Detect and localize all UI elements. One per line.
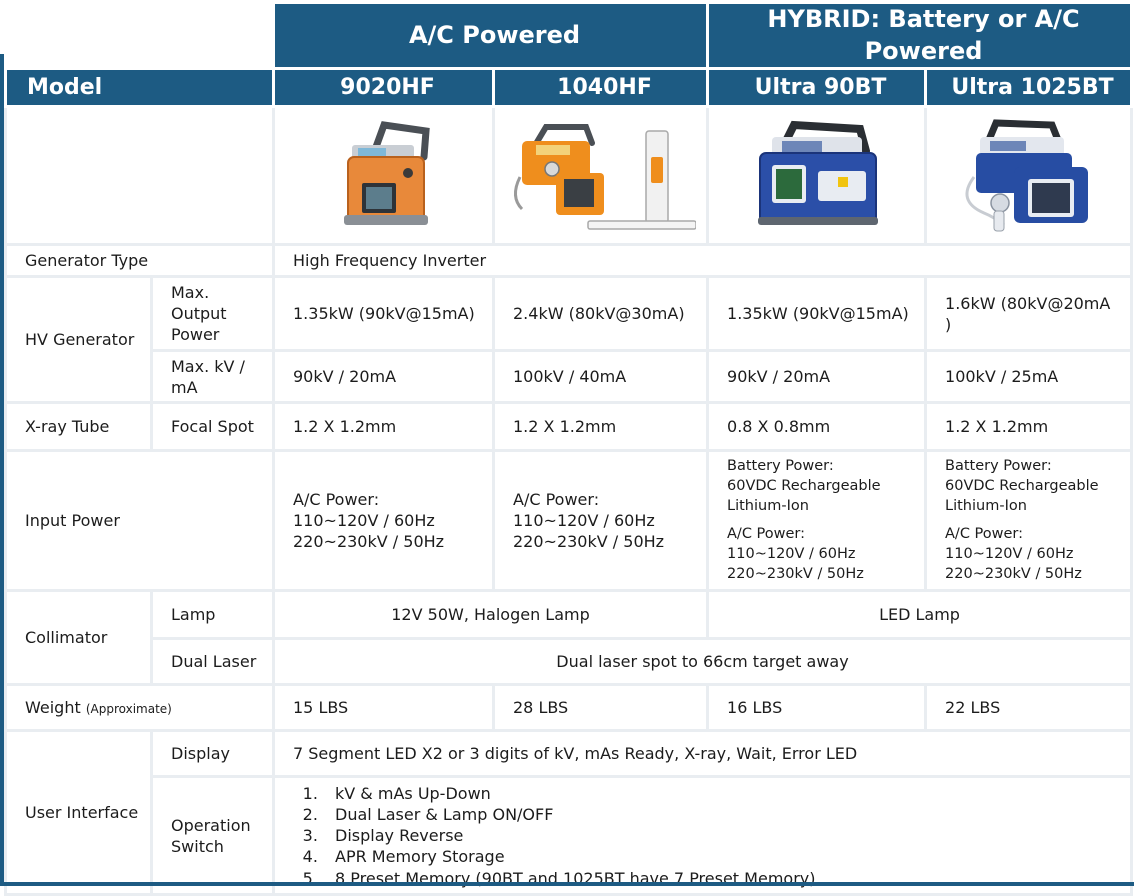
ac-power-title: A/C Power: [513,490,600,510]
ac-power-line-2: 220~230kV / 50Hz [513,532,665,552]
ac-power-line-1: 110~120V / 60Hz [513,511,655,531]
model-ultra-1025bt: Ultra 1025BT [926,69,1132,107]
group-hybrid-powered: HYBRID: Battery or A/C Powered [708,4,1132,69]
row-collimator-lamp [6,591,1132,639]
group-ac-powered: A/C Powered [274,4,708,69]
ac-power-line-2: 220~230kV / 50Hz [727,565,864,582]
product-images-row [6,107,1132,245]
lamp-hybrid-value: LED Lamp [708,591,1132,639]
blue-xray-unit-icon [742,117,892,235]
weight-ultra-90bt: 16 LBS [708,685,926,731]
ac-power-line-1: 110~120V / 60Hz [727,546,856,563]
lamp-label: Lamp [152,591,274,639]
battery-power-line-1: 60VDC Rechargeable [727,477,881,494]
operation-item: 2. Dual Laser & Lamp ON/OFF [323,804,1120,825]
row-max-kv-ma [6,351,1132,403]
image-ultra-1025bt [926,107,1132,245]
max-output-1040hf: 2.4kW (80kV@30mA) [494,277,708,351]
spec-table [4,4,1133,896]
row-dual-laser [6,639,1132,685]
orange-xray-unit-with-stand-icon [506,117,696,235]
display-label: Display [152,731,274,777]
user-interface-label: User Interface [6,731,152,895]
xray-tube-label: X-ray Tube [6,403,152,451]
row-operation-switch [6,777,1132,895]
hv-generator-label: HV Generator [6,277,152,403]
operation-item: 4. APR Memory Storage [323,846,1120,867]
row-weight [6,685,1132,731]
image-1040hf [494,107,708,245]
focal-1040hf: 1.2 X 1.2mm [494,403,708,451]
model-1040hf: 1040HF [494,69,708,107]
max-output-ultra-1025bt: 1.6kW (80kV@20mA ) [926,277,1132,351]
row-max-output-power [6,277,1132,351]
weight-label: Weight [25,698,81,718]
max-kv-ultra-90bt: 90kV / 20mA [708,351,926,403]
battery-power-block [945,457,1120,516]
operation-switch-list [293,783,1120,889]
input-power-1040hf [494,451,708,591]
generator-type-value: High Frequency Inverter [274,245,1132,277]
weight-approximate-note: (Approximate) [85,702,172,717]
battery-power-line-1: 60VDC Rechargeable [945,477,1099,494]
ac-power-line-2: 220~230kV / 50Hz [293,532,445,552]
group-header-row [6,4,1132,69]
operation-switch-list-cell [274,777,1132,895]
input-power-label: Input Power [6,451,274,591]
battery-power-block [727,457,914,516]
max-output-ultra-90bt: 1.35kW (90kV@15mA) [708,277,926,351]
generator-type-label: Generator Type [6,245,274,277]
focal-9020hf: 1.2 X 1.2mm [274,403,494,451]
focal-spot-label: Focal Spot [152,403,274,451]
battery-power-title: Battery Power: [945,458,1052,475]
ac-power-title: A/C Power: [293,490,380,510]
operation-item: 3. Display Reverse [323,825,1120,846]
weight-ultra-1025bt: 22 LBS [926,685,1132,731]
battery-power-line-2: Lithium-Ion [945,497,1027,514]
weight-label-cell [6,685,274,731]
battery-power-title: Battery Power: [727,458,834,475]
image-ultra-90bt [708,107,926,245]
lamp-ac-value: 12V 50W, Halogen Lamp [274,591,708,639]
model-header-row [6,69,1132,107]
max-kv-9020hf: 90kV / 20mA [274,351,494,403]
input-power-9020hf [274,451,494,591]
model-9020hf: 9020HF [274,69,494,107]
ac-power-title: A/C Power: [945,526,1024,543]
ac-power-title: A/C Power: [727,526,806,543]
image-9020hf [274,107,494,245]
focal-ultra-90bt: 0.8 X 0.8mm [708,403,926,451]
row-input-power [6,451,1132,591]
orange-xray-unit-icon [324,117,444,235]
focal-ultra-1025bt: 1.2 X 1.2mm [926,403,1132,451]
max-output-9020hf: 1.35kW (90kV@15mA) [274,277,494,351]
row-focal-spot [6,403,1132,451]
weight-1040hf: 28 LBS [494,685,708,731]
collimator-label: Collimator [6,591,152,685]
model-label: Model [6,69,274,107]
max-kv-ultra-1025bt: 100kV / 25mA [926,351,1132,403]
max-output-power-label: Max. Output Power [152,277,274,351]
header-spacer [6,4,274,69]
input-power-ultra-90bt [708,451,926,591]
ac-power-line-1: 110~120V / 60Hz [945,546,1074,563]
ac-power-line-2: 220~230kV / 50Hz [945,565,1082,582]
display-value: 7 Segment LED X2 or 3 digits of kV, mAs Ready, X-ray, Wait, Error LED [274,731,1132,777]
ac-power-line-1: 110~120V / 60Hz [293,511,435,531]
max-kv-1040hf: 100kV / 40mA [494,351,708,403]
battery-power-line-2: Lithium-Ion [727,497,809,514]
operation-item: 5. 8 Preset Memory (90BT and 1025BT have 7 Preset Memory) [323,868,1120,889]
row-generator-type [6,245,1132,277]
max-kv-ma-label: Max. kV / mA [152,351,274,403]
image-row-label [6,107,274,245]
blue-xray-unit-with-remote-icon [954,117,1104,235]
dual-laser-label: Dual Laser [152,639,274,685]
dual-laser-value: Dual laser spot to 66cm target away [274,639,1132,685]
weight-9020hf: 15 LBS [274,685,494,731]
input-power-ultra-1025bt [926,451,1132,591]
operation-switch-label: Operation Switch [152,777,274,895]
row-display [6,731,1132,777]
operation-item: 1. kV & mAs Up-Down [323,783,1120,804]
model-ultra-90bt: Ultra 90BT [708,69,926,107]
